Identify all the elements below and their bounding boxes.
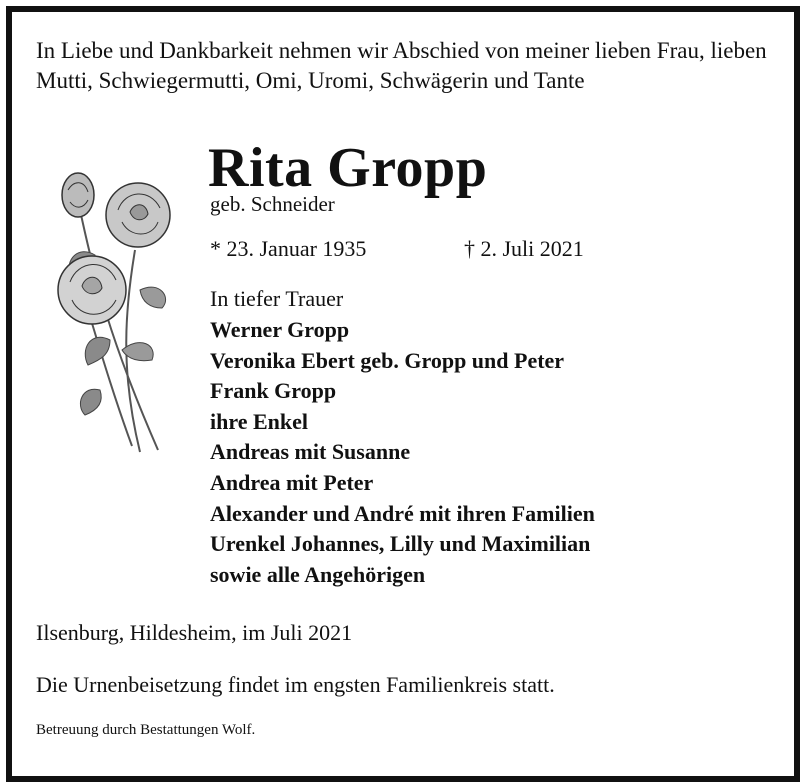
mourners-list xyxy=(210,315,595,590)
mourner-name: Urenkel Johannes, Lilly und Maximilian xyxy=(210,531,591,557)
mourner-name: Werner Gropp xyxy=(210,317,350,342)
mourner-name: Veronika Ebert geb. Gropp und Peter xyxy=(210,347,565,373)
maiden-name: geb. Schneider xyxy=(210,192,335,216)
mourner-name: ihre Enkel xyxy=(210,408,309,434)
roses-illustration xyxy=(40,160,180,460)
mourner-name: Andreas mit Susanne xyxy=(210,439,411,465)
place-date: Ilsenburg, Hildesheim, im Juli 2021 xyxy=(36,620,353,645)
birth-date: * 23. Januar 1935 xyxy=(210,236,367,261)
mourner-name: Frank Gropp xyxy=(210,378,337,404)
undertaker-note: Betreuung durch Bestattungen Wolf. xyxy=(36,722,256,738)
intro-text: In Liebe und Dankbarkeit nehmen wir Abschied von meiner lieben Frau, lieben Mutti, Schwiegermutti, Omi, Uromi, Schwägerin und Tante xyxy=(36,38,767,93)
mourning-label: In tiefer Trauer xyxy=(210,286,344,311)
mourner-name: Alexander und André mit ihren Familien xyxy=(210,500,595,526)
burial-note: Die Urnenbeisetzung findet im engsten Familienkreis statt. xyxy=(36,672,555,697)
mourner-name: sowie alle Angehörigen xyxy=(210,561,426,587)
deceased-name: Rita Gropp xyxy=(208,137,488,199)
mourner-name: Andrea mit Peter xyxy=(210,469,374,495)
death-date: † 2. Juli 2021 xyxy=(464,236,584,261)
